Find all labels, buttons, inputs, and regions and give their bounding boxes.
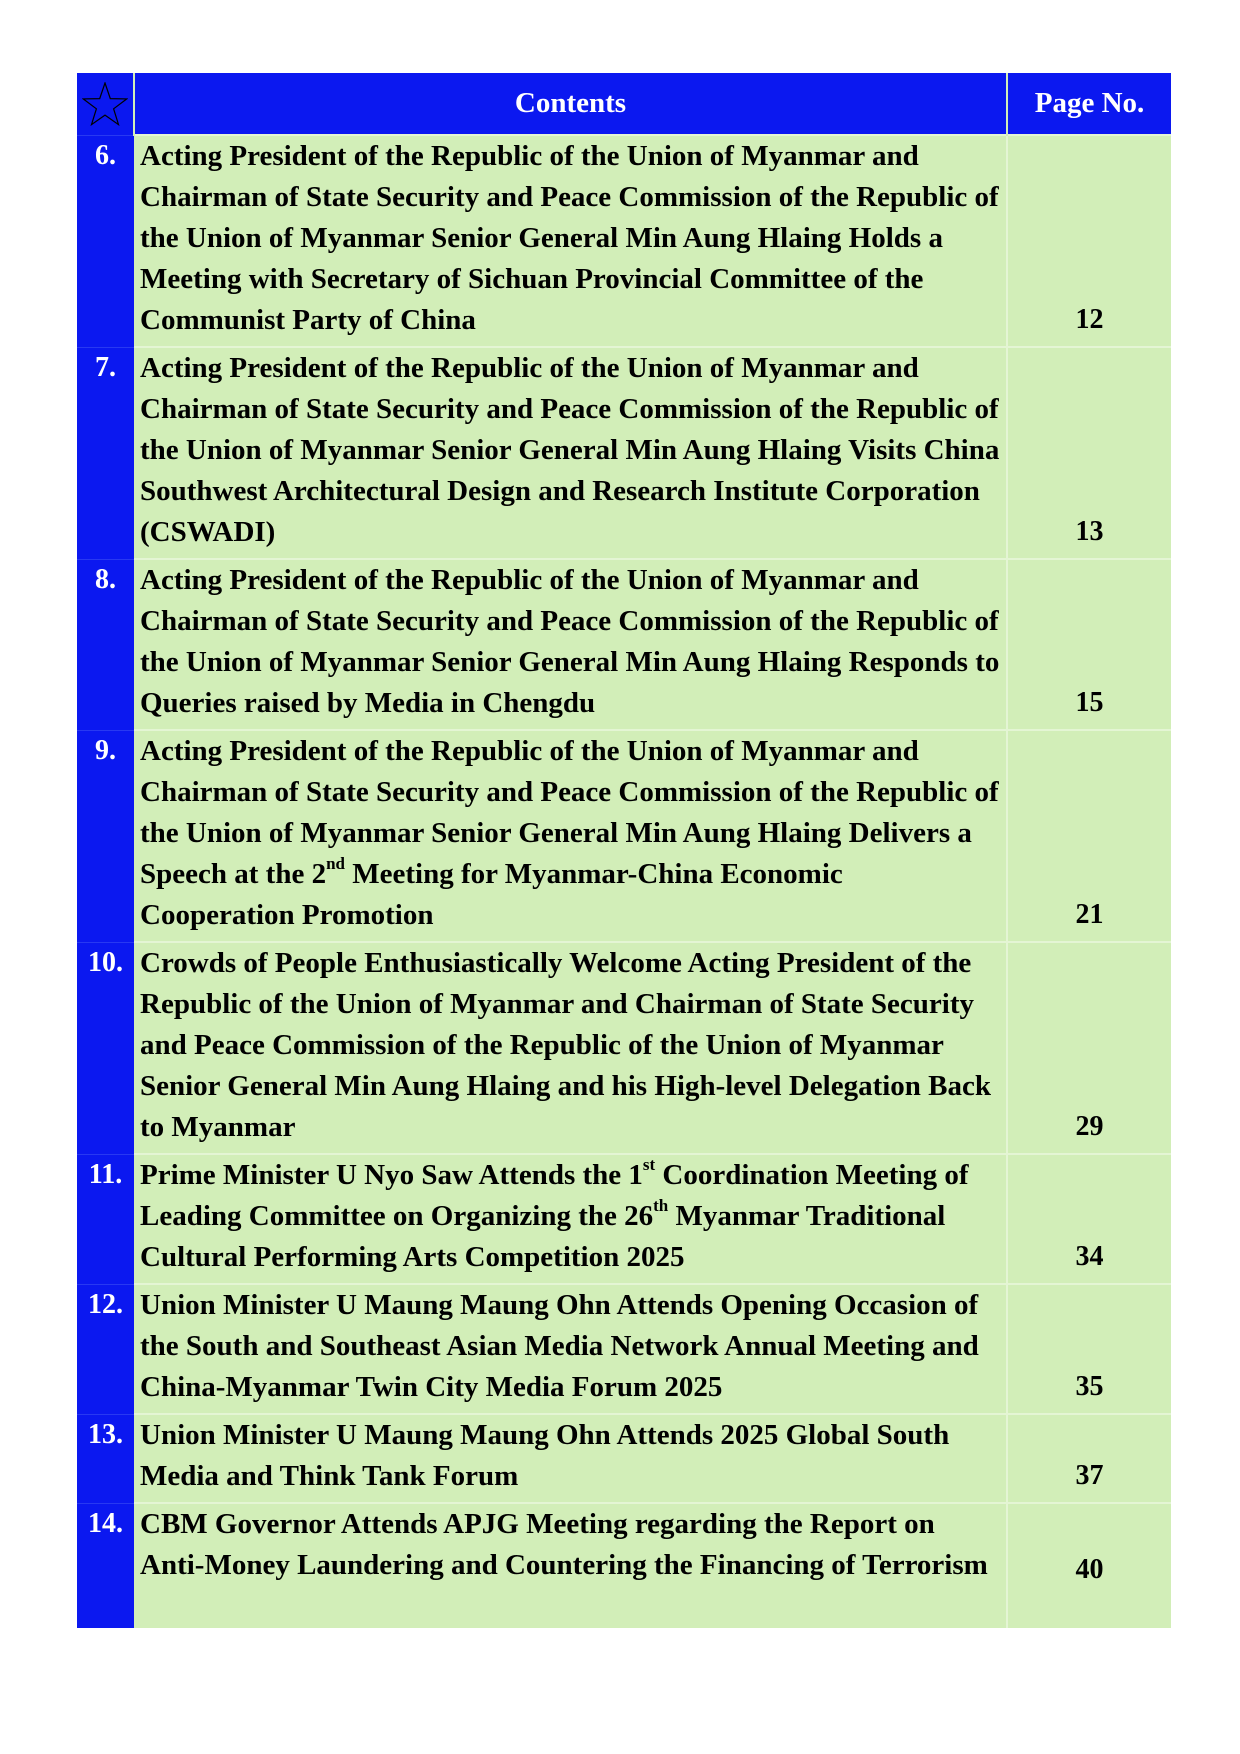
entry-title: Union Minister U Maung Maung Ohn Attends 2025 Global South Media and Think Tank Forum: [134, 1414, 1007, 1503]
entry-number: 6.: [77, 135, 134, 347]
entry-title: CBM Governor Attends APJG Meeting regarding the Report on Anti-Money Laundering and Countering the Financing of Terrorism: [134, 1503, 1007, 1628]
toc-entry: [77, 1503, 1171, 1628]
entry-number: 7.: [77, 347, 134, 559]
entry-title-text: Prime Minister U Nyo Saw Attends the 1: [140, 1159, 643, 1191]
entry-title: Union Minister U Maung Maung Ohn Attends Opening Occasion of the South and Southeast Asian Media Network Annual Meeting and China-Myanmar Twin City Media Forum 2025: [134, 1284, 1007, 1414]
toc-entry: [77, 135, 1171, 347]
entry-page-number: 35: [1007, 1284, 1171, 1414]
entry-page-number: 40: [1007, 1503, 1171, 1628]
entry-title: [134, 1154, 1007, 1284]
contents-header: Contents: [134, 73, 1007, 135]
ordinal-suffix: nd: [326, 854, 345, 873]
table-header-row: [77, 73, 1171, 135]
entry-title-text: Myanmar Traditional Cultural Performing Arts Competition 2025: [140, 1200, 946, 1273]
entry-title: Acting President of the Republic of the Union of Myanmar and Chairman of State Security and Peace Commission of the Republic of the Union of Myanmar Senior General Min Aung Hlaing Holds a Meeting with Secretary of Sichuan Provincial Committee of the Communist Party of China: [134, 135, 1007, 347]
star-header-cell: [77, 73, 134, 135]
entry-page-number: 29: [1007, 942, 1171, 1154]
entry-title-text: Acting President of the Republic of the Union of Myanmar and Chairman of State Security and Peace Commission of the Republic of the Union of Myanmar Senior General Min Aung Hlaing Delivers a Speech at the 2: [140, 735, 999, 890]
entry-number: 11.: [77, 1154, 134, 1284]
entry-title: Acting President of the Republic of the Union of Myanmar and Chairman of State Security and Peace Commission of the Republic of the Union of Myanmar Senior General Min Aung Hlaing Responds to Queries raised by Media in Chengdu: [134, 559, 1007, 730]
toc-entry: [77, 1284, 1171, 1414]
entry-number: 8.: [77, 559, 134, 730]
toc-entry: [77, 559, 1171, 730]
entry-number: 13.: [77, 1414, 134, 1503]
ordinal-suffix: th: [653, 1196, 669, 1215]
toc-entry: [77, 347, 1171, 559]
entry-title: Acting President of the Republic of the Union of Myanmar and Chairman of State Security and Peace Commission of the Republic of the Union of Myanmar Senior General Min Aung Hlaing Visits China Southwest Architectural Design and Research Institute Corporation (CSWADI): [134, 347, 1007, 559]
toc-entry: [77, 730, 1171, 942]
entry-title-text: Meeting for Myanmar-China Economic Cooperation Promotion: [140, 858, 843, 931]
entry-number: 12.: [77, 1284, 134, 1414]
entry-page-number: 13: [1007, 347, 1171, 559]
entry-page-number: 12: [1007, 135, 1171, 347]
entry-number: 9.: [77, 730, 134, 942]
entry-page-number: 34: [1007, 1154, 1171, 1284]
page-number-header: Page No.: [1007, 73, 1171, 135]
star-icon: [82, 82, 128, 126]
toc-entry: [77, 942, 1171, 1154]
entry-page-number: 15: [1007, 559, 1171, 730]
entry-number: 14.: [77, 1503, 134, 1628]
entry-page-number: 21: [1007, 730, 1171, 942]
entry-page-number: 37: [1007, 1414, 1171, 1503]
contents-table: [77, 73, 1171, 1628]
entry-title: Crowds of People Enthusiastically Welcome Acting President of the Republic of the Union of Myanmar and Chairman of State Security and Peace Commission of the Republic of the Union of Myanmar Senior General Min Aung Hlaing and his High-level Delegation Back to Myanmar: [134, 942, 1007, 1154]
entry-number: 10.: [77, 942, 134, 1154]
entry-title-text: Coordination Meeting of Leading Committee on Organizing the 26: [140, 1159, 969, 1232]
toc-entry: [77, 1414, 1171, 1503]
toc-entry: [77, 1154, 1171, 1284]
ordinal-suffix: st: [642, 1155, 656, 1174]
entry-title: [134, 730, 1007, 942]
